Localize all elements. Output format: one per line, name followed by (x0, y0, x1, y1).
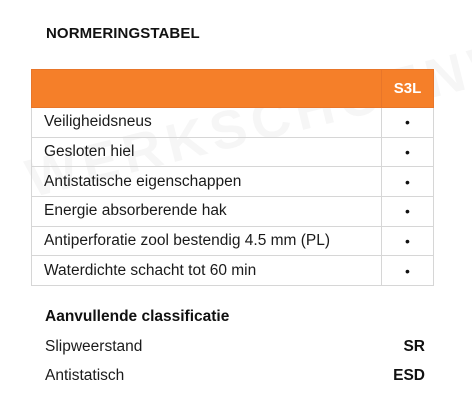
row-label: Veiligheidsneus (32, 108, 382, 138)
row-label: Gesloten hiel (32, 137, 382, 167)
row-check-mark: • (382, 226, 434, 256)
row-check-mark: • (382, 197, 434, 227)
classification-label: Slipweerstand (45, 338, 143, 355)
table-row (32, 137, 434, 167)
row-label: Waterdichte schacht tot 60 min (32, 256, 382, 286)
table-row (32, 197, 434, 227)
classification-label: Antistatisch (45, 367, 125, 384)
header-label-cell (32, 70, 382, 108)
row-check-mark: • (382, 167, 434, 197)
norm-table (31, 69, 434, 286)
page-title: NORMERINGSTABEL (46, 25, 200, 42)
classification-code: ESD (393, 367, 425, 384)
classification-code: SR (403, 338, 425, 355)
table-row (32, 108, 434, 138)
row-label: Antistatische eigenschappen (32, 167, 382, 197)
row-check-mark: • (382, 108, 434, 138)
row-label: Antiperforatie zool bestendig 4.5 mm (PL) (32, 226, 382, 256)
row-check-mark: • (382, 256, 434, 286)
table-row (32, 167, 434, 197)
row-label: Energie absorberende hak (32, 197, 382, 227)
classification-row (45, 338, 425, 360)
header-s3l-cell: S3L (382, 70, 434, 108)
table-row (32, 256, 434, 286)
table-row (32, 226, 434, 256)
table-header-row (32, 70, 434, 108)
classification-row (45, 367, 425, 389)
row-check-mark: • (382, 137, 434, 167)
extra-classification-heading: Aanvullende classificatie (45, 308, 230, 325)
